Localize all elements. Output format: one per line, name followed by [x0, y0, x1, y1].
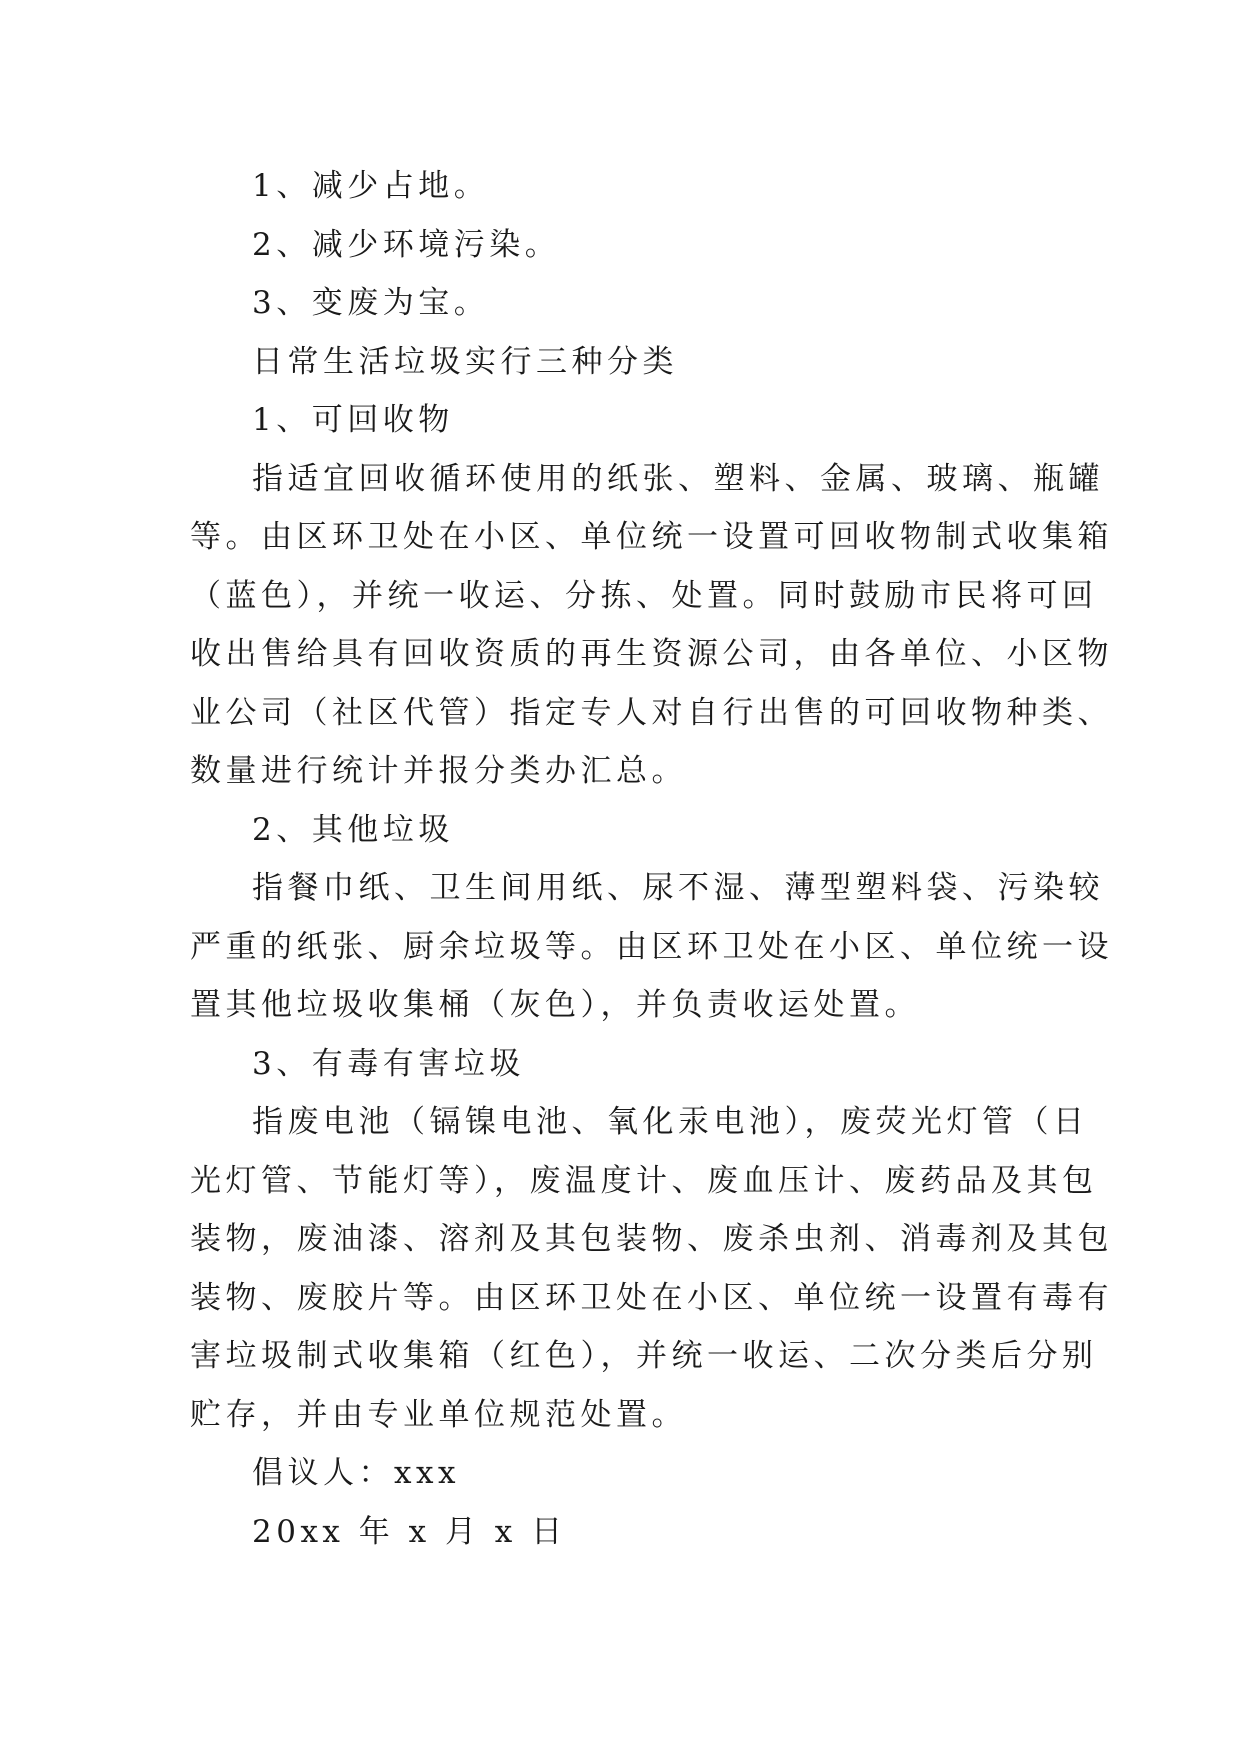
text-line: 指餐巾纸、卫生间用纸、尿不湿、薄型塑料袋、污染较 [252, 870, 1104, 906]
text-line: 等。由区环卫处在小区、单位统一设置可回收物制式收集箱 [190, 519, 1113, 555]
text-line: （蓝色），并统一收运、分拣、处置。同时鼓励市民将可回 [190, 577, 1098, 614]
document-body [190, 157, 1113, 1561]
text-line: 2、减少环境污染。 [252, 226, 561, 263]
text-line: 严重的纸张、厨余垃圾等。由区环卫处在小区、单位统一设 [190, 928, 1113, 965]
text-line: 2、其他垃圾 [252, 811, 454, 848]
text-line: 1、可回收物 [252, 402, 454, 438]
text-line: 1、减少占地。 [252, 168, 490, 204]
text-line: 倡议人：xxx [252, 1455, 460, 1491]
text-line: 业公司（社区代管）指定专人对自行出售的可回收物种类、 [190, 694, 1113, 731]
text-line: 3、变废为宝。 [252, 285, 490, 321]
text-line: 贮存，并由专业单位规范处置。 [190, 1396, 687, 1433]
text-line: 装物、废胶片等。由区环卫处在小区、单位统一设置有毒有 [190, 1279, 1113, 1316]
text-line: 指废电池（镉镍电池、氧化汞电池），废荧光灯管（日 [252, 1104, 1089, 1140]
text-line: 指适宜回收循环使用的纸张、塑料、金属、玻璃、瓶罐 [252, 460, 1104, 497]
text-line: 3、有毒有害垃圾 [252, 1045, 525, 1082]
text-line: 数量进行统计并报分类办汇总。 [190, 753, 687, 789]
text-line: 光灯管、节能灯等），废温度计、废血压计、废药品及其包 [190, 1162, 1098, 1199]
text-line: 日常生活垃圾实行三种分类 [252, 343, 678, 380]
text-line: 20xx 年 x 月 x 日 [252, 1513, 567, 1550]
text-line: 收出售给具有回收资质的再生资源公司，由各单位、小区物 [190, 636, 1113, 672]
text-line: 置其他垃圾收集桶（灰色），并负责收运处置。 [190, 987, 920, 1023]
text-line: 装物，废油漆、溶剂及其包装物、废杀虫剂、消毒剂及其包 [190, 1221, 1113, 1257]
text-line: 害垃圾制式收集箱（红色），并统一收运、二次分类后分别 [190, 1338, 1098, 1374]
